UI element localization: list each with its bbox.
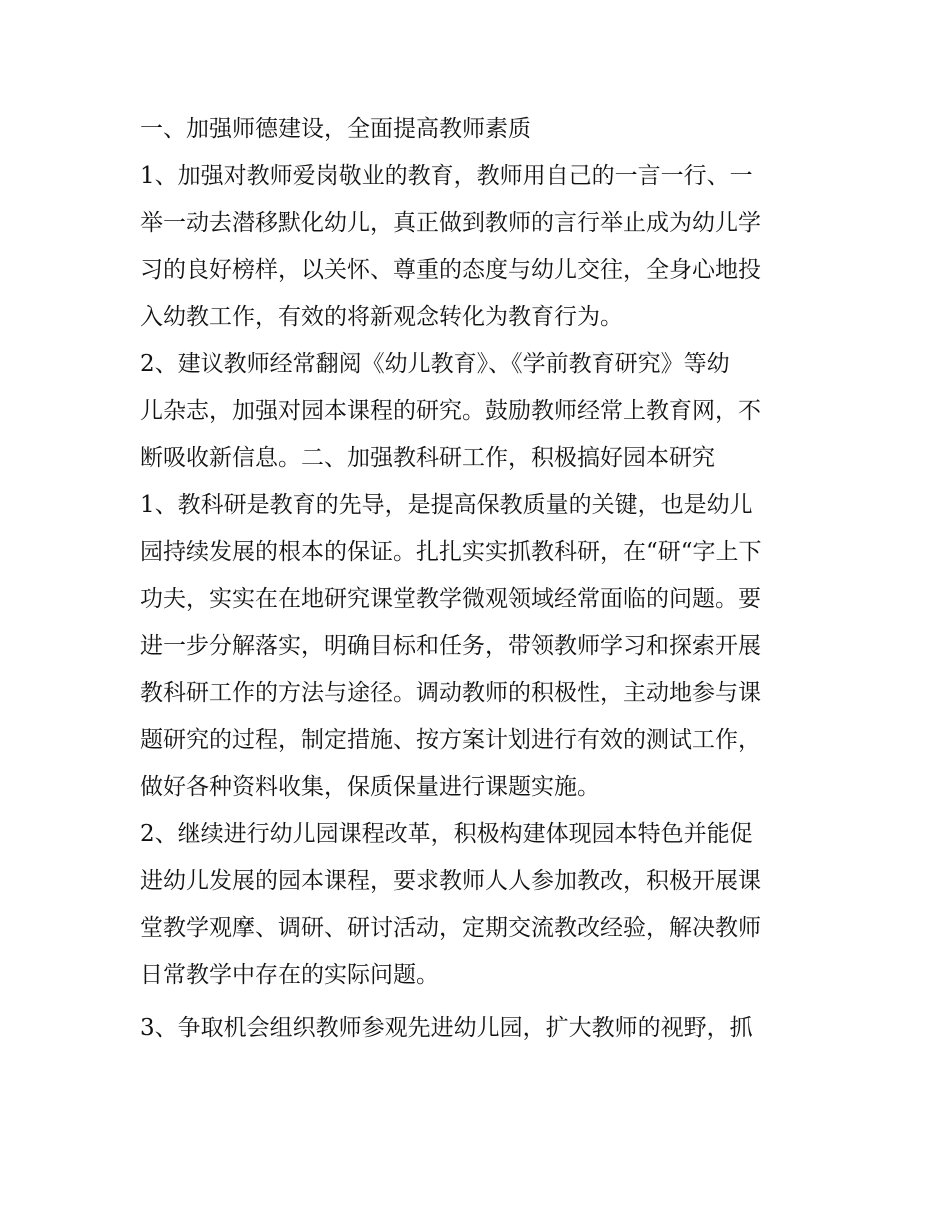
text-line: 1、加强对教师爱岗敬业的教育，教师用自己的一言一行、一 bbox=[140, 163, 753, 189]
text-line: 2、继续进行幼儿园课程改革，积极构建体现园本特色并能促 bbox=[140, 821, 753, 847]
text-line: 功夫，实实在在地研究课堂教学微观领域经常面临的问题。要 bbox=[140, 586, 761, 612]
text-line: 1、教科研是教育的先导，是提高保教质量的关键，也是幼儿 bbox=[140, 492, 753, 518]
text-line: 3、争取机会组织教师参观先进幼儿园，扩大教师的视野，抓 bbox=[140, 1015, 753, 1041]
text-line: 入幼教工作，有效的将新观念转化为教育行为。 bbox=[140, 304, 623, 330]
text-line: 举一动去潜移默化幼儿，真正做到教师的言行举止成为幼儿学 bbox=[140, 210, 761, 236]
text-line: 进一步分解落实，明确目标和任务，带领教师学习和探索开展 bbox=[140, 633, 761, 659]
text-line: 园持续发展的根本的保证。扎扎实实抓教科研，在“研“字上下 bbox=[140, 539, 762, 565]
text-line: 教科研工作的方法与途径。调动教师的积极性，主动地参与课 bbox=[140, 680, 761, 706]
text-line: 习的良好榜样，以关怀、尊重的态度与幼儿交往，全身心地投 bbox=[140, 257, 761, 283]
text-line: 题研究的过程，制定措施、按方案计划进行有效的测试工作， bbox=[140, 727, 761, 753]
text-line: 进幼儿发展的园本课程，要求教师人人参加教改，积极开展课 bbox=[140, 868, 761, 894]
document-body bbox=[140, 106, 812, 1052]
text-line: 儿杂志，加强对园本课程的研究。鼓励教师经常上教育网，不 bbox=[140, 398, 761, 424]
text-line: 断吸收新信息。二、加强教科研工作，积极搞好园本研究 bbox=[140, 445, 715, 471]
text-line: 做好各种资料收集，保质保量进行课题实施。 bbox=[140, 774, 600, 800]
text-line: 日常教学中存在的实际问题。 bbox=[140, 962, 439, 988]
text-line: 2、建议教师经常翻阅《幼儿教育》、《学前教育研究》等幼 bbox=[140, 351, 730, 377]
section-heading-1: 一、加强师德建设，全面提高教师素质 bbox=[140, 116, 531, 142]
text-line: 堂教学观摩、调研、研讨活动，定期交流教改经验，解决教师 bbox=[140, 915, 761, 941]
